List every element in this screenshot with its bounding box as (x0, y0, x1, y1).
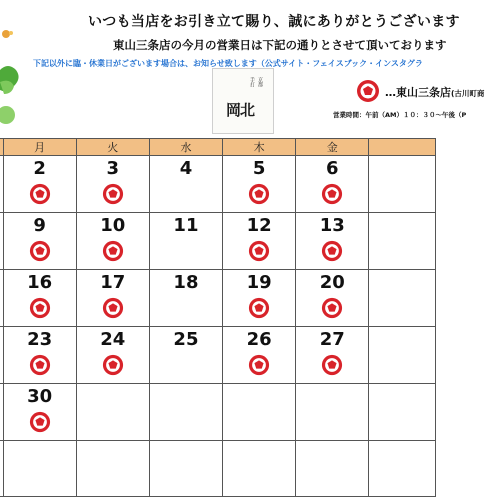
open-day-stamp-icon (102, 354, 124, 376)
calendar-day-cell (223, 384, 296, 441)
open-day-stamp-icon (29, 354, 51, 376)
calendar-day-cell (369, 213, 436, 270)
calendar-week-row (0, 270, 436, 327)
calendar-week-row (0, 213, 436, 270)
calendar-day-cell (149, 270, 222, 327)
day-number: 24 (100, 329, 126, 350)
open-day-stamp-icon (102, 183, 124, 205)
weekday-header (369, 139, 436, 156)
calendar-day-cell (3, 270, 76, 327)
open-day-stamp-icon (29, 183, 51, 205)
calendar-day-cell (369, 156, 436, 213)
day-number: 19 (246, 272, 272, 293)
day-number: 10 (100, 215, 126, 236)
day-number: 27 (319, 329, 345, 350)
day-number: 18 (173, 272, 199, 293)
day-number: 4 (179, 158, 193, 179)
open-day-stamp-icon (29, 297, 51, 319)
calendar-day-cell (76, 213, 149, 270)
open-day-stamp-icon (248, 297, 270, 319)
logo-vertical-text-2: 手打 (249, 77, 255, 87)
day-number: 13 (319, 215, 345, 236)
weekday-header-row (0, 139, 436, 156)
calendar-day-cell (223, 327, 296, 384)
open-day-stamp-icon (102, 297, 124, 319)
calendar-day-cell (3, 384, 76, 441)
calendar-day-cell (369, 270, 436, 327)
day-number: 26 (246, 329, 272, 350)
calendar-day-cell (76, 270, 149, 327)
calendar-table (0, 138, 436, 497)
greeting-line: いつも当店をお引き立て賜り、誠にありがとうございます (88, 14, 460, 30)
calendar-day-cell (296, 270, 369, 327)
day-number: 11 (173, 215, 199, 236)
day-number: 20 (319, 272, 345, 293)
calendar-week-row (0, 327, 436, 384)
store-name: …東山三条店 (385, 86, 451, 99)
calendar-day-cell (369, 384, 436, 441)
open-day-stamp-icon (321, 297, 343, 319)
weekday-header: 木 (223, 139, 296, 156)
calendar-day-cell (296, 327, 369, 384)
day-number: 9 (33, 215, 46, 236)
calendar-day-cell (223, 441, 296, 497)
day-number: 17 (100, 272, 126, 293)
calendar-day-cell (149, 327, 222, 384)
day-number: 23 (27, 329, 53, 350)
calendar-day-cell (3, 213, 76, 270)
shop-logo (212, 68, 274, 134)
calendar-day-cell (76, 156, 149, 213)
day-number: 3 (106, 158, 120, 179)
day-number: 12 (246, 215, 272, 236)
mascot-flower (2, 30, 10, 38)
open-day-stamp-icon (248, 183, 270, 205)
calendar-day-cell (149, 441, 222, 497)
calendar-day-cell (296, 441, 369, 497)
calendar-day-cell (296, 156, 369, 213)
open-day-stamp-icon (29, 411, 51, 433)
day-number: 5 (252, 158, 266, 179)
store-location: (古川町商 (451, 89, 485, 98)
calendar-day-cell (76, 327, 149, 384)
mascot-foot (0, 106, 15, 124)
store-label (385, 84, 484, 100)
open-day-stamp-icon (29, 240, 51, 262)
calendar-week-row (0, 384, 436, 441)
weekday-header: 水 (149, 139, 222, 156)
calendar-day-cell (296, 213, 369, 270)
calendar-day-cell (3, 327, 76, 384)
day-number: 30 (27, 386, 53, 407)
business-days-line: 東山三条店の今月の営業日は下記の通りとさせて頂いております (113, 38, 447, 52)
mascot-illustration (0, 20, 30, 130)
logo-name: 岡北 (226, 101, 255, 119)
calendar-day-cell (3, 156, 76, 213)
open-day-stamp-icon (321, 183, 343, 205)
open-day-stamp-icon (102, 240, 124, 262)
calendar-day-cell (76, 441, 149, 497)
open-day-stamp-icon (248, 240, 270, 262)
open-day-stamp-icon (321, 354, 343, 376)
calendar-day-cell (296, 384, 369, 441)
business-hours: 営業時間：午前（AM）１０：３０～午後（P (333, 111, 467, 119)
calendar-day-cell (223, 270, 296, 327)
day-number: 25 (173, 329, 199, 350)
calendar-day-cell (149, 156, 222, 213)
calendar-day-cell (369, 327, 436, 384)
notice-line: 下記以外に臨・休業日がございます場合は、お知らせ致します（公式サイト・フェイスブック・インスタグラ (33, 59, 423, 68)
calendar-week-row (0, 441, 436, 497)
open-day-stamp-icon (321, 240, 343, 262)
open-day-stamp-icon (248, 354, 270, 376)
open-day-stamp-icon (356, 79, 380, 103)
weekday-header: 金 (296, 139, 369, 156)
calendar-day-cell (149, 384, 222, 441)
day-number: 16 (27, 272, 53, 293)
calendar-day-cell (3, 441, 76, 497)
calendar-day-cell (369, 441, 436, 497)
calendar-week-row (0, 156, 436, 213)
mascot-flower-center (9, 31, 13, 35)
calendar-day-cell (223, 213, 296, 270)
weekday-header: 月 (3, 139, 76, 156)
calendar-day-cell (223, 156, 296, 213)
logo-vertical-text-1: 京都 (257, 77, 263, 87)
calendar-day-cell (76, 384, 149, 441)
day-number: 2 (33, 158, 46, 179)
weekday-header: 火 (76, 139, 149, 156)
calendar-day-cell (149, 213, 222, 270)
day-number: 6 (326, 158, 339, 179)
